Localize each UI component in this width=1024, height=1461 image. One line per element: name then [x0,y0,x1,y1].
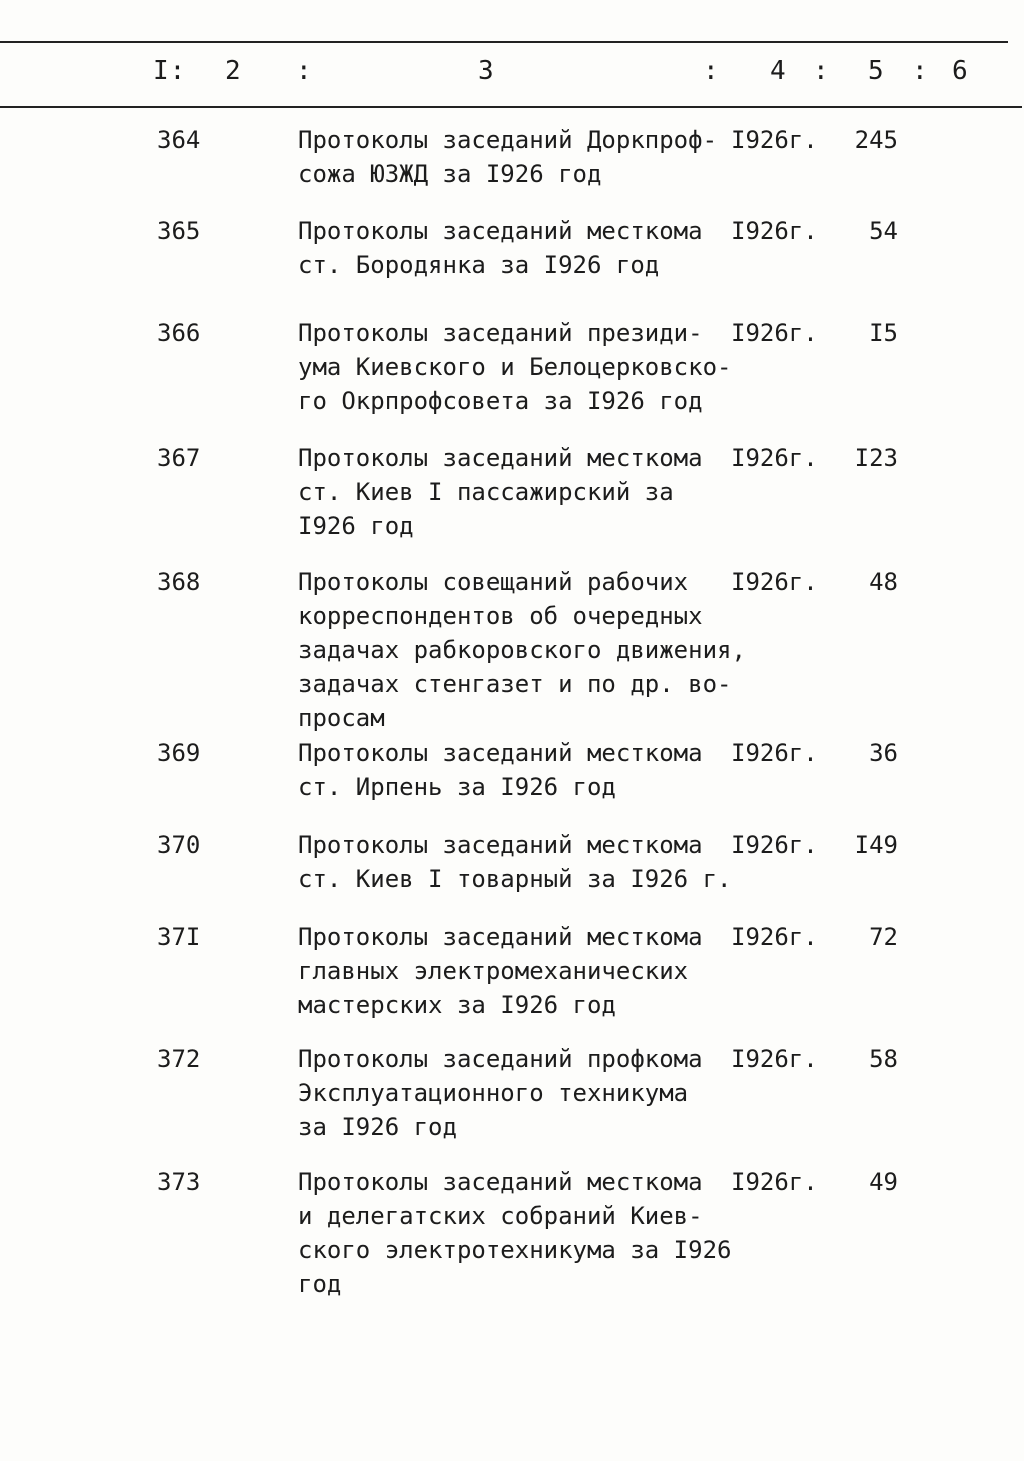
row-count: I5 [869,319,898,347]
row-description: Протоколы заседаний месткома и делегатских собраний Киев- ского электротехникума за I926 год [298,1168,732,1298]
header-col-1: I: [153,56,187,86]
row-description: Протоколы заседаний месткома ст. Киев I товарный за I926 г. [298,831,732,893]
row-year: I926г. [731,1045,818,1073]
row-count: 245 [854,126,898,154]
header-col-5: 5 [868,56,885,86]
row-year: I926г. [731,568,818,596]
row-count: I49 [854,831,898,859]
row-number: 372 [157,1045,201,1073]
row-count: 48 [869,568,898,596]
row-count: 54 [869,217,898,245]
row-year: I926г. [731,217,818,245]
row-year: I926г. [731,923,818,951]
row-count: 49 [869,1168,898,1196]
row-number: 366 [157,319,201,347]
header-separator: : [912,56,929,86]
row-year: I926г. [731,126,818,154]
row-number: 365 [157,217,201,245]
header-col-6: 6 [952,56,969,86]
row-count: 58 [869,1045,898,1073]
header-col-4: 4 [770,56,787,86]
row-description: Протоколы заседаний месткома ст. Бородянка за I926 год [298,217,703,279]
row-number: 368 [157,568,201,596]
header-separator: : [703,56,720,86]
row-year: I926г. [731,739,818,767]
row-description: Протоколы заседаний месткома ст. Киев I пассажирский за I926 год [298,444,703,540]
row-year: I926г. [731,1168,818,1196]
row-count: 72 [869,923,898,951]
row-number: 367 [157,444,201,472]
row-description: Протоколы заседаний месткома главных электромеханических мастерских за I926 год [298,923,703,1019]
row-number: 370 [157,831,201,859]
header-separator: : [813,56,830,86]
row-description: Протоколы совещаний рабочих корреспондентов об очередных задачах рабкоровского движения, задачах стенгазет и по др. во- просам [298,568,746,732]
row-year: I926г. [731,831,818,859]
row-number: 364 [157,126,201,154]
row-count: 36 [869,739,898,767]
row-description: Протоколы заседаний профкома Эксплуатационного техникума за I926 год [298,1045,703,1141]
row-number: 369 [157,739,201,767]
header-separator: : [296,56,313,86]
header-bottom-rule [0,106,1022,108]
header-col-2: 2 [225,56,242,86]
row-number: 37I [157,923,201,951]
row-year: I926г. [731,319,818,347]
header-col-3: 3 [478,56,495,86]
row-year: I926г. [731,444,818,472]
row-description: Протоколы заседаний президи- ума Киевского и Белоцерковско- го Окрпрофсовета за I926 год [298,319,732,415]
row-number: 373 [157,1168,201,1196]
row-description: Протоколы заседаний месткома ст. Ирпень за I926 год [298,739,703,801]
row-description: Протоколы заседаний Доркпроф- сожа ЮЗЖД за I926 год [298,126,718,188]
row-count: I23 [854,444,898,472]
header-top-rule [0,41,1008,43]
